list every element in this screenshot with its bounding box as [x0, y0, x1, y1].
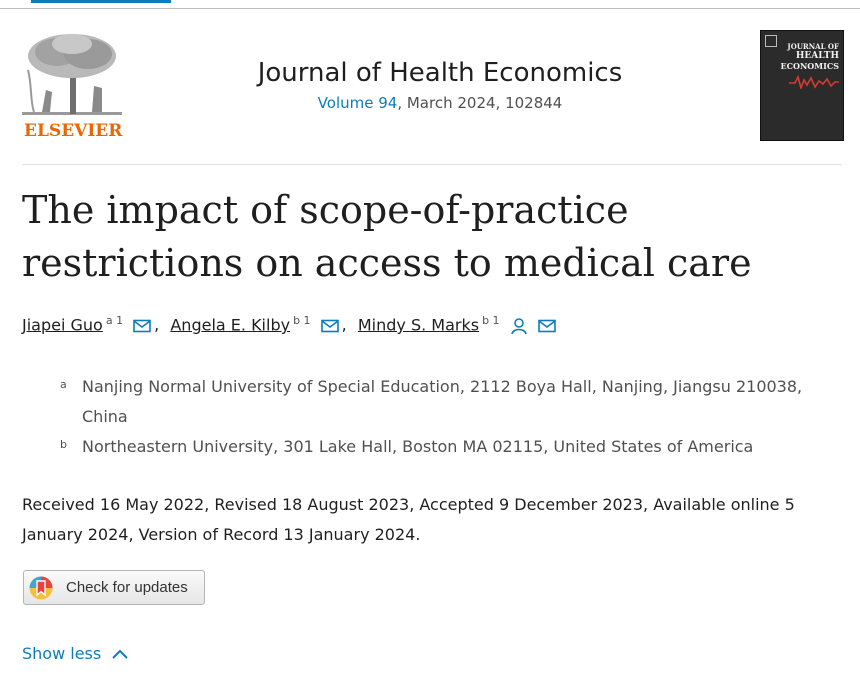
- author-affiliation-sup: b 1: [482, 314, 500, 327]
- cover-publisher-mark: [765, 35, 777, 47]
- email-icon[interactable]: [321, 319, 339, 333]
- affiliation-item: [22, 372, 842, 432]
- journal-title[interactable]: Journal of Health Economics: [257, 58, 623, 88]
- top-accent-bar: [31, 0, 171, 3]
- author-name[interactable]: Mindy S. Marks: [357, 315, 480, 335]
- affiliation-label: b: [60, 438, 67, 451]
- article-history-dates: Received 16 May 2022, Revised 18 August 2023, Accepted 9 December 2023, Available online 5 January 2024, Version of Record 13 January 2024.: [22, 495, 795, 544]
- author-affiliation-sup: b 1: [293, 314, 311, 327]
- affiliation-list: [22, 372, 842, 462]
- volume-link[interactable]: Volume 94: [317, 94, 398, 112]
- affiliation-item: [22, 432, 842, 462]
- publisher-name: ELSEVIER: [24, 121, 123, 141]
- cover-wave-graphic: [789, 75, 839, 89]
- email-icon[interactable]: [538, 319, 556, 333]
- author-name[interactable]: Angela E. Kilby: [170, 315, 291, 335]
- elsevier-logo[interactable]: [22, 30, 122, 140]
- article-title: The impact of scope-of-practice restrictions on access to medical care: [22, 188, 752, 285]
- author-separator: ,: [341, 315, 347, 335]
- author-affiliation-sup: a 1: [105, 314, 124, 327]
- author-list: [22, 314, 556, 335]
- show-less-toggle[interactable]: [22, 644, 129, 663]
- top-divider: [0, 8, 860, 9]
- check-for-updates-button[interactable]: [23, 570, 205, 605]
- show-less-label: Show less: [22, 644, 102, 663]
- chevron-up-icon: [111, 648, 129, 660]
- email-icon[interactable]: [133, 319, 151, 333]
- author-separator: ,: [154, 315, 160, 335]
- affiliation-text: Nanjing Normal University of Special Education, 2112 Boya Hall, Nanjing, Jiangsu 210038, China: [82, 377, 803, 426]
- affiliation-text: Northeastern University, 301 Lake Hall, Boston MA 02115, United States of America: [82, 437, 754, 456]
- author-name[interactable]: Jiapei Guo: [22, 315, 103, 335]
- tree-logo-icon: [22, 30, 122, 120]
- header-divider: [22, 164, 842, 165]
- issue-details: , March 2024, 102844: [397, 94, 563, 112]
- journal-cover-image[interactable]: [760, 30, 844, 141]
- cover-title-line: ECONOMICS: [780, 61, 839, 71]
- journal-issue-info: [180, 94, 700, 112]
- cover-title-line: HEALTH: [795, 51, 839, 61]
- journal-header: [180, 58, 700, 112]
- crossmark-icon: [29, 576, 53, 600]
- cover-title-line: JOURNAL OF: [787, 42, 839, 51]
- person-icon[interactable]: [510, 317, 528, 335]
- check-for-updates-label: Check for updates: [66, 579, 188, 596]
- affiliation-label: a: [60, 378, 67, 391]
